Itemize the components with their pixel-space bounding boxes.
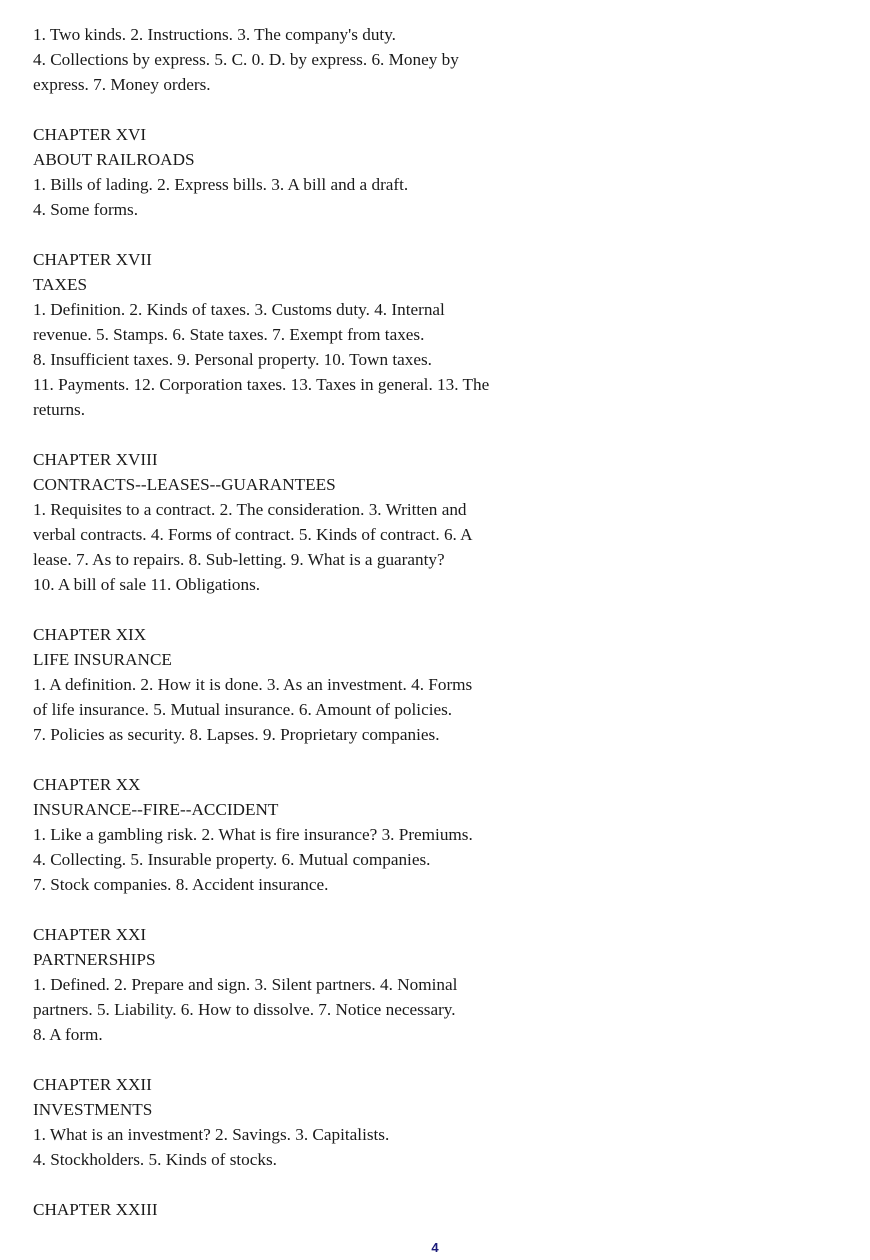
- chapter-xvi: [33, 122, 593, 222]
- chapter-xxii: [33, 1072, 593, 1172]
- chapter-line: 1. Requisites to a contract. 2. The consideration. 3. Written and: [33, 500, 467, 519]
- intro-line: express. 7. Money orders.: [33, 75, 211, 94]
- chapter-line: 10. A bill of sale 11. Obligations.: [33, 575, 261, 594]
- section-gap: [33, 597, 593, 622]
- chapter-title: CONTRACTS--LEASES--GUARANTEES: [33, 475, 336, 494]
- section-gap: [33, 97, 593, 122]
- chapter-line: returns.: [33, 400, 86, 419]
- chapter-xvii: [33, 247, 593, 422]
- chapter-heading: CHAPTER XIX: [33, 625, 147, 644]
- chapter-xxi: [33, 922, 593, 1047]
- chapter-line: 1. Bills of lading. 2. Express bills. 3. A bill and a draft.: [33, 175, 409, 194]
- chapter-line: partners. 5. Liability. 6. How to dissolve. 7. Notice necessary.: [33, 1000, 456, 1019]
- chapter-line: 4. Some forms.: [33, 200, 139, 219]
- chapter-xviii: [33, 447, 593, 597]
- chapter-title: LIFE INSURANCE: [33, 650, 172, 669]
- section-gap: [33, 1172, 593, 1197]
- chapter-line: 7. Policies as security. 8. Lapses. 9. Proprietary companies.: [33, 725, 440, 744]
- chapter-heading: CHAPTER XX: [33, 775, 141, 794]
- chapter-heading: CHAPTER XXIII: [33, 1200, 158, 1219]
- chapter-line: of life insurance. 5. Mutual insurance. 6. Amount of policies.: [33, 700, 453, 719]
- section-gap: [33, 897, 593, 922]
- chapter-heading: CHAPTER XVII: [33, 250, 152, 269]
- chapter-line: lease. 7. As to repairs. 8. Sub-letting. 9. What is a guaranty?: [33, 550, 445, 569]
- chapter-line: 1. Defined. 2. Prepare and sign. 3. Silent partners. 4. Nominal: [33, 975, 458, 994]
- chapter-line: 8. A form.: [33, 1025, 103, 1044]
- chapter-heading: CHAPTER XXII: [33, 1075, 152, 1094]
- section-gap: [33, 422, 593, 447]
- chapter-heading: CHAPTER XVI: [33, 125, 147, 144]
- intro-section: [33, 22, 593, 97]
- table-of-contents: [33, 22, 593, 1222]
- chapter-heading: CHAPTER XXI: [33, 925, 147, 944]
- page-number: 4: [431, 1240, 439, 1255]
- chapter-line: 1. Like a gambling risk. 2. What is fire insurance? 3. Premiums.: [33, 825, 473, 844]
- chapter-title: ABOUT RAILROADS: [33, 150, 195, 169]
- chapter-line: revenue. 5. Stamps. 6. State taxes. 7. Exempt from taxes.: [33, 325, 425, 344]
- chapter-line: 11. Payments. 12. Corporation taxes. 13. Taxes in general. 13. The: [33, 375, 490, 394]
- chapter-xx: [33, 772, 593, 897]
- chapter-title: PARTNERSHIPS: [33, 950, 156, 969]
- chapter-xix: [33, 622, 593, 747]
- chapter-title: INVESTMENTS: [33, 1100, 153, 1119]
- section-gap: [33, 747, 593, 772]
- chapter-heading: CHAPTER XVIII: [33, 450, 158, 469]
- section-gap: [33, 1047, 593, 1072]
- chapter-xxiii: [33, 1197, 593, 1222]
- chapter-line: 7. Stock companies. 8. Accident insurance.: [33, 875, 329, 894]
- intro-line: 1. Two kinds. 2. Instructions. 3. The company's duty.: [33, 25, 396, 44]
- chapter-title: TAXES: [33, 275, 88, 294]
- chapter-line: 1. Definition. 2. Kinds of taxes. 3. Customs duty. 4. Internal: [33, 300, 445, 319]
- intro-line: 4. Collections by express. 5. C. 0. D. by express. 6. Money by: [33, 50, 459, 69]
- chapter-line: 8. Insufficient taxes. 9. Personal property. 10. Town taxes.: [33, 350, 432, 369]
- chapter-line: 4. Collecting. 5. Insurable property. 6. Mutual companies.: [33, 850, 431, 869]
- chapter-title: INSURANCE--FIRE--ACCIDENT: [33, 800, 279, 819]
- chapter-line: 1. A definition. 2. How it is done. 3. As an investment. 4. Forms: [33, 675, 473, 694]
- chapter-line: 4. Stockholders. 5. Kinds of stocks.: [33, 1150, 277, 1169]
- section-gap: [33, 222, 593, 247]
- chapter-line: 1. What is an investment? 2. Savings. 3. Capitalists.: [33, 1125, 390, 1144]
- chapter-line: verbal contracts. 4. Forms of contract. 5. Kinds of contract. 6. A: [33, 525, 473, 544]
